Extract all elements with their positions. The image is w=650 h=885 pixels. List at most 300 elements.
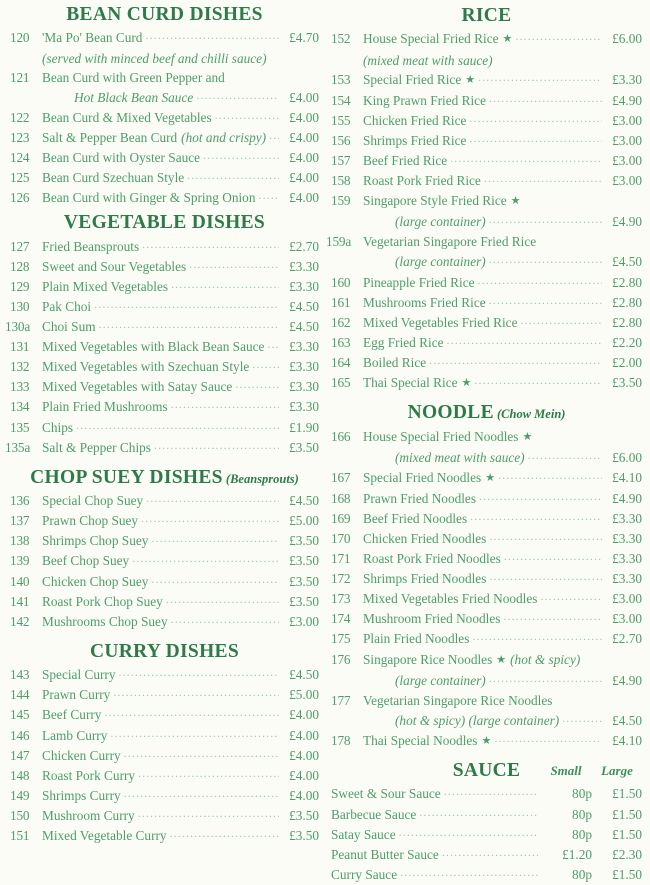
item-price: £6.00 [612,31,642,47]
item-number: 135a [5,439,31,455]
menu-item-row [331,549,642,569]
item-price: £3.50 [289,573,319,589]
menu-item-row [10,726,319,746]
item-number: 149 [10,787,30,803]
item-name: Lamb Curry [42,727,108,743]
item-name: Plain Mixed Vegetables [42,278,169,294]
item-number: 156 [331,132,351,148]
sauce-name: Sweet & Sour Sauce [331,786,441,802]
item-price: £3.30 [612,571,642,587]
item-name: Egg Fried Rice [363,334,444,350]
dot-leader [528,446,602,465]
item-name: Vegetarian Singapore Fried Rice [363,234,537,250]
item-number: 159a [326,234,352,250]
item-number: 167 [331,469,351,485]
menu-column-right [325,0,650,882]
item-number: 132 [10,359,30,375]
item-number: 163 [331,334,351,350]
item-price: £3.30 [612,531,642,546]
sauce-name: Peanut Butter Sauce [331,846,439,862]
dot-leader [187,166,279,185]
item-price: £2.80 [612,294,642,310]
menu-item-row [331,111,642,131]
menu-item-row [10,685,319,705]
item-number: 122 [10,109,30,125]
item-name: Chicken Curry [42,747,121,763]
menu-section-chop-suey [10,467,319,632]
item-number: 138 [10,533,30,549]
item-name: Thai Special Rice [363,375,458,391]
item-name: Pak Choi [42,298,92,314]
item-name: Vegetarian Singapore Rice Noodles [363,692,553,708]
item-price: £3.50 [289,439,319,455]
item-name: Choi Sum [42,319,96,335]
dot-leader [494,729,602,748]
sauce-name: Curry Sauce [331,866,398,882]
dot-leader [470,507,602,526]
item-number: 145 [10,707,30,723]
item-price: £3.00 [612,132,642,148]
item-number: 147 [10,747,30,763]
item-number: 148 [10,767,30,783]
item-name: Mushroom Curry [42,807,135,823]
sauce-price-large: £1.50 [612,806,642,822]
item-price: £3.50 [289,553,319,569]
item-name: Special Chop Suey [42,493,144,509]
item-number: 142 [10,613,30,629]
dot-leader [489,527,602,546]
item-name: Roast Pork Fried Noodles [363,551,501,567]
item-price: £4.00 [289,170,319,186]
item-name: Roast Pork Chop Suey [42,593,163,609]
item-number: 120 [10,30,30,46]
item-number: 139 [10,553,30,569]
item-number: 170 [331,531,351,546]
dot-leader [171,610,279,629]
item-name: Mixed Vegetables Fried Noodles [363,591,538,607]
item-number: 129 [10,278,30,294]
item-price: £3.30 [612,510,642,526]
menu-item-row [331,691,642,711]
item-name: Shrimps Fried Noodles [363,571,487,587]
menu-item-row [331,671,642,691]
dot-leader [166,590,279,609]
item-name: Plain Fried Mushrooms [42,399,168,415]
menu-item-row [10,786,319,806]
menu-item-row [331,151,642,171]
item-price: £4.00 [289,190,319,206]
item-name: Plain Fried Noodles [363,631,470,647]
item-price: £2.70 [612,631,642,647]
dot-leader [489,669,602,688]
menu-item-row [10,188,319,208]
menu-item-row [10,766,319,786]
sauce-column-labels [540,763,642,779]
item-price: £3.00 [612,112,642,128]
menu-item-row [10,572,319,592]
item-name: Special Curry [42,667,116,683]
item-name: Singapore Rice Noodles [363,651,493,667]
menu-section-rice [326,5,642,394]
item-number: 130 [10,298,30,314]
item-note-inline: (hot & spicy) [510,651,581,667]
item-number: 126 [10,190,30,206]
menu-item-row [10,88,319,108]
sauce-name: Barbecue Sauce [331,806,417,822]
item-name: Special Fried Rice [363,71,462,87]
menu-item-row [10,397,319,417]
item-name: Shrimps Curry [42,787,121,803]
menu-item-row [331,373,642,394]
item-name: Beef Fried Rice [363,152,448,168]
sauce-price-small: 80p [572,826,592,842]
item-number: 160 [331,274,351,290]
item-number: 153 [331,71,351,87]
item-price: £3.00 [612,152,642,168]
item-number: 151 [10,827,30,843]
item-name: Beef Chop Suey [42,553,130,569]
item-number: 154 [331,92,351,108]
item-number: 134 [10,399,30,415]
sauce-price-large: £1.50 [612,826,642,842]
dot-leader [154,436,279,455]
menu-item-row [5,317,319,337]
dot-leader [171,275,279,294]
item-price: £4.00 [289,787,319,803]
sauce-row [331,845,642,865]
item-name: (mixed meat with sauce) [395,449,525,465]
sauce-price-small: 80p [572,806,592,822]
menu-item-row [331,629,642,649]
item-price: £2.70 [289,238,319,254]
menu-item-row [10,277,319,297]
item-name: Sweet and Sour Vegetables [42,258,187,274]
item-number: 137 [10,513,30,529]
item-price: £4.50 [289,493,319,509]
menu-item-row [331,252,642,272]
star-icon: ★ [465,73,476,86]
item-number: 165 [331,375,351,391]
menu-item-row [331,711,642,731]
dot-leader [444,782,538,801]
dot-leader [132,549,279,568]
dot-leader [138,804,279,823]
item-price: £2.80 [612,274,642,290]
dot-leader [145,26,279,45]
dot-leader [484,169,602,188]
dot-leader [267,335,279,354]
dot-leader [146,489,279,508]
dot-leader [94,295,279,314]
menu-item-row [10,108,319,128]
menu-item-row [10,337,319,357]
menu-item-row [331,171,642,191]
item-price: £5.00 [289,687,319,703]
star-icon: ★ [502,33,513,46]
dot-leader [151,570,279,589]
menu-item-row [331,273,642,293]
menu-item-row [10,377,319,397]
sauce-row [331,805,642,825]
menu-item-row [331,589,642,609]
item-name: Beef Fried Noodles [363,510,468,526]
item-name: Bean Curd Szechuan Style [42,170,185,186]
item-price: £4.50 [289,319,319,335]
dot-leader [196,86,279,105]
item-price: £4.00 [289,767,319,783]
item-number: 130a [5,319,31,335]
item-number: 166 [331,428,351,444]
dot-leader [215,106,279,125]
item-price: £3.50 [612,375,642,391]
item-number: 173 [331,591,351,607]
dot-leader [258,186,279,205]
sauce-col-small-label: Small [550,763,582,779]
dot-leader [520,311,602,330]
menu-item-row [10,826,319,846]
dot-leader [515,27,602,46]
item-price: £1.90 [289,419,319,435]
item-price: £4.50 [289,667,319,683]
item-price: £4.90 [612,490,642,506]
item-name: Special Fried Noodles [363,469,482,485]
menu-item-row [331,191,642,212]
item-name: Salt & Pepper Bean Curd [42,129,178,145]
item-price: £3.30 [289,278,319,294]
item-number: 125 [10,170,30,186]
item-name: Chicken Fried Rice [363,112,467,128]
menu-item-row [331,468,642,489]
item-number: 158 [331,173,351,189]
item-price: £3.50 [289,827,319,843]
sauce-price-small: £1.20 [562,846,592,862]
menu-item-row [10,551,319,571]
menu-section-bean-curd [10,4,319,208]
dot-leader [99,315,279,334]
item-name: Thai Special Noodles [363,732,478,748]
item-price: £4.10 [612,732,642,748]
item-price: £3.00 [289,613,319,629]
section-heading-chop-suey: CHOP SUEY DISHES (Beansprouts) [30,466,299,488]
dot-leader [478,271,602,290]
item-note-inline: (hot and crispy) [181,129,267,145]
item-name: Chips [42,419,74,435]
dot-leader [170,824,279,843]
item-name: Mixed Vegetables with Satay Sauce [42,379,233,395]
section-heading-curry: CURRY DISHES [89,640,239,662]
menu-item-row [10,592,319,612]
item-number: 143 [10,667,30,683]
menu-item-row [331,353,642,373]
item-price: £3.50 [289,533,319,549]
menu-item-row [331,313,642,333]
menu-item-row [10,148,319,168]
section-subtitle: (Beansprouts) [222,471,299,486]
item-number: 178 [331,732,351,748]
menu-item-row [10,128,319,148]
item-price: £3.30 [289,399,319,415]
dot-leader [503,607,602,626]
star-icon: ★ [461,377,472,390]
item-name: Fried Beansprouts [42,238,140,254]
item-name: Pineapple Fried Rice [363,274,475,290]
menu-item-row [10,705,319,725]
dot-leader [399,823,538,842]
menu-item-row [331,333,642,353]
item-price: £4.90 [612,672,642,688]
item-name: (large container) [395,214,486,230]
sauce-row [331,825,642,845]
sauce-name: Satay Sauce [331,826,396,842]
dot-leader [442,843,538,862]
menu-item-row [331,293,642,313]
dot-leader [110,724,279,743]
sauce-price-small: 80p [572,866,592,882]
item-price: £4.00 [289,149,319,165]
item-price: £4.10 [612,469,642,485]
item-number: 162 [331,314,351,330]
menu-item-row [331,731,642,752]
item-number: 175 [331,631,351,647]
menu-item-row [10,297,319,317]
dot-leader [489,567,602,586]
sauce-row [331,784,642,804]
item-number: 171 [331,551,351,567]
dot-leader [203,146,279,165]
item-price: £4.00 [289,129,319,145]
dot-leader [400,863,538,882]
menu-item-row [10,531,319,551]
item-name: Prawn Fried Noodles [363,490,477,506]
section-subtitle: (Chow Mein) [493,407,566,422]
item-name: Prawn Curry [42,687,111,703]
menu-section-curry [10,641,319,846]
menu-item-row [10,491,319,511]
dot-leader [489,210,602,229]
menu-item-row [10,257,319,277]
section-heading-bean-curd: BEAN CURD DISHES [66,4,263,25]
dot-leader [489,250,602,269]
sauce-col-large-label: Large [601,763,633,779]
sauce-price-small: 80p [572,786,592,802]
item-price: £3.50 [289,593,319,609]
item-name: Beef Curry [42,707,102,723]
menu-item-row [331,448,642,468]
item-price: £4.90 [612,214,642,230]
menu-item-row [331,131,642,151]
item-price: £4.00 [289,109,319,125]
menu-item-row [331,29,642,50]
item-price: £3.50 [289,807,319,823]
menu-item-row [10,746,319,766]
menu-item-row [331,70,642,91]
dot-leader [76,416,279,435]
item-name: Mushrooms Fried Rice [363,294,486,310]
item-price: £4.90 [612,92,642,108]
section-heading-sauce: SAUCE [452,760,521,782]
dot-leader [489,89,602,108]
sauce-price-large: £1.50 [612,786,642,802]
dot-leader [113,683,279,702]
item-name: Chicken Chop Suey [42,573,149,589]
menu-item-row [331,427,642,448]
dot-leader [252,355,279,374]
item-name: Roast Pork Curry [42,767,136,783]
menu-item-row [331,650,642,671]
item-price: £3.30 [289,339,319,355]
dot-leader [469,109,602,128]
menu-item-row [10,612,319,632]
menu-item-row [10,68,319,88]
dot-leader [562,709,602,728]
item-number: 140 [10,573,30,589]
item-name: Mushrooms Chop Suey [42,613,168,629]
menu-item-row [331,212,642,232]
dot-leader [472,627,602,646]
item-number: 128 [10,258,30,274]
item-name: House Special Fried Noodles [363,428,519,444]
menu-item-row [331,489,642,509]
item-number: 144 [10,687,30,703]
item-name: Prawn Chop Suey [42,513,139,529]
item-name: Salt & Pepper Chips [42,439,151,455]
dot-leader [429,351,602,370]
item-name: (hot & spicy) (large container) [395,712,560,728]
item-name: Bean Curd with Oyster Sauce [42,149,201,165]
item-price: £3.00 [612,173,642,189]
item-number: 155 [331,112,351,128]
sauce-row [331,865,642,885]
item-name: Singapore Style Fried Rice [363,193,507,209]
item-name: Mixed Vegetable Curry [42,827,167,843]
item-note: (mixed meat with sauce) [363,52,493,68]
dot-leader [189,255,279,274]
sauce-price-large: £2.30 [612,846,642,862]
sauce-price-large: £1.50 [612,866,642,882]
item-name: Bean Curd with Green Pepper and [42,69,225,85]
menu-item-row [10,28,319,48]
item-name: Shrimps Chop Suey [42,533,149,549]
item-price: £4.50 [289,298,319,314]
dot-leader [479,487,602,506]
item-number: 136 [10,493,30,509]
menu-item-row [10,665,319,685]
item-name: Mixed Vegetables Fried Rice [363,314,518,330]
menu-item-row [326,232,642,252]
item-number: 127 [10,238,30,254]
menu-item-row [331,91,642,111]
item-name: King Prawn Fried Rice [363,92,486,108]
item-price: £3.30 [289,379,319,395]
item-number: 124 [10,149,30,165]
item-number: 121 [10,69,30,85]
item-price: £2.00 [612,354,642,370]
dot-leader [151,529,279,548]
star-icon: ★ [522,430,533,443]
menu-item-row [10,806,319,826]
dot-leader [142,235,279,254]
item-price: £2.80 [612,314,642,330]
item-note: (served with minced beef and chilli sauce) [42,50,267,66]
star-icon: ★ [485,471,496,484]
star-icon: ★ [496,653,507,666]
item-price: £3.30 [612,551,642,567]
item-price: £4.50 [612,712,642,728]
item-number: 164 [331,354,351,370]
dot-leader [104,703,279,722]
dot-leader [504,547,602,566]
menu-item-row [10,418,319,438]
